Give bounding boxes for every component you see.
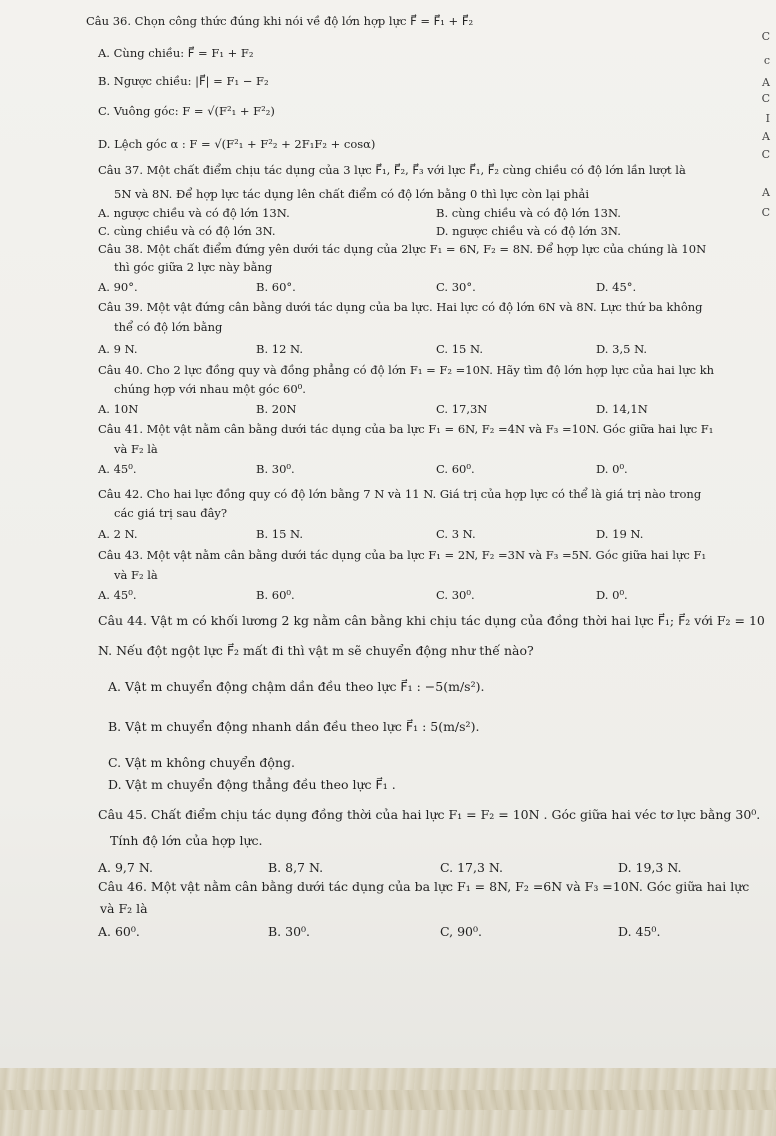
q46-option-c: C, 90⁰. — [440, 924, 482, 939]
edge-letter: A — [762, 76, 770, 89]
q38-option-b: B. 60°. — [256, 280, 296, 294]
q44-option-b: B. Vật m chuyển động nhanh dần đều theo lực F⃗₁ : 5(m/s²). — [108, 719, 480, 734]
q44-option-a: A. Vật m chuyển động chậm dần đều theo lực F⃗₁ : −5(m/s²). — [108, 679, 485, 694]
q41-stem-line1: Câu 41. Một vật nằm cân bằng dưới tác dụng của ba lực F₁ = 6N, F₂ =4N và F₃ =10N. Góc giữa hai lực F₁ — [98, 422, 714, 436]
q43-option-d: D. 0⁰. — [596, 588, 628, 602]
q40-stem-line2: chúng hợp với nhau một góc 60⁰. — [114, 382, 306, 396]
q43-option-c: C. 30⁰. — [436, 588, 475, 602]
q45-option-b: B. 8,7 N. — [268, 860, 324, 875]
q36-option-a: A. Cùng chiều: F⃗ = F₁ + F₂ — [98, 46, 254, 60]
q39-option-b: B. 12 N. — [256, 342, 304, 356]
q37-stem-line2: 5N và 8N. Để hợp lực tác dụng lên chất điểm có độ lớn bằng 0 thì lực còn lại phải — [114, 187, 590, 201]
edge-letter: I — [765, 112, 770, 125]
q38-option-c: C. 30°. — [436, 280, 476, 294]
q40-option-c: C. 17,3N — [436, 402, 488, 416]
q37-option-b: B. cùng chiều và có độ lớn 13N. — [436, 206, 621, 220]
q37-option-d: D. ngược chiều và có độ lớn 3N. — [436, 224, 621, 238]
q44-stem-line1: Câu 44. Vật m có khối lương 2 kg nằm cân bằng khi chịu tác dụng của đồng thời hai lực F⃗₁; F⃗₂ với F₂ = 10 — [98, 613, 765, 628]
q42-option-c: C. 3 N. — [436, 527, 476, 541]
q43-stem-line2: và F₂ là — [114, 568, 158, 582]
edge-letter: A — [762, 130, 770, 143]
q39-stem-line1: Câu 39. Một vật đứng cân bằng dưới tác dụng của ba lực. Hai lực có độ lớn 6N và 8N. Lực thứ ba không — [98, 300, 703, 314]
q44-option-d: D. Vật m chuyển động thẳng đều theo lực F⃗₁ . — [108, 777, 396, 792]
q45-option-a: A. 9,7 N. — [98, 860, 153, 875]
q40-stem-line1: Câu 40. Cho 2 lực đồng quy và đồng phẳng có độ lớn F₁ = F₂ =10N. Hãy tìm độ lớn hợp lực của hai lực kh — [98, 363, 715, 377]
q37-option-a: A. ngược chiều và có độ lớn 13N. — [98, 206, 290, 220]
q40-option-a: A. 10N — [98, 402, 139, 416]
q36-option-b: B. Ngược chiều: |F⃗| = F₁ − F₂ — [98, 74, 269, 88]
edge-letter: C — [761, 148, 770, 161]
q38-option-d: D. 45°. — [596, 280, 637, 294]
q39-option-c: C. 15 N. — [436, 342, 483, 356]
q42-stem-line1: Câu 42. Cho hai lực đồng quy có độ lớn bằng 7 N và 11 N. Giá trị của hợp lực có thể là giá trị nào trong — [98, 487, 702, 501]
q37-stem-line1: Câu 37. Một chất điểm chịu tác dụng của 3 lực F⃗₁, F⃗₂, F⃗₃ với lực F⃗₁, F⃗₂ cùng chiều có độ lớn lần lượt là — [98, 163, 686, 177]
q37-option-c: C. cùng chiều và có độ lớn 3N. — [98, 224, 276, 238]
q43-option-b: B. 60⁰. — [256, 588, 295, 602]
q45-option-c: C. 17,3 N. — [440, 860, 503, 875]
q42-option-d: D. 19 N. — [596, 527, 644, 541]
q41-option-a: A. 45⁰. — [98, 462, 137, 476]
q38-stem-line2: thì góc giữa 2 lực này bằng — [114, 260, 273, 274]
q43-option-a: A. 45⁰. — [98, 588, 137, 602]
q41-option-c: C. 60⁰. — [436, 462, 475, 476]
edge-letter: A — [762, 186, 770, 199]
q42-option-b: B. 15 N. — [256, 527, 304, 541]
q44-option-c: C. Vật m không chuyển động. — [108, 755, 295, 770]
q41-stem-line2: và F₂ là — [114, 442, 158, 456]
q39-stem-line2: thể có độ lớn bằng — [114, 320, 223, 334]
paper-fold-texture — [0, 1090, 776, 1110]
q44-stem-line2: N. Nếu đột ngột lực F⃗₂ mất đi thì vật m sẽ chuyển động như thế nào? — [98, 643, 534, 658]
q46-option-b: B. 30⁰. — [268, 924, 311, 939]
q40-option-d: D. 14,1N — [596, 402, 648, 416]
q45-stem-line2: Tính độ lớn của hợp lực. — [110, 833, 263, 848]
edge-letter: C — [761, 92, 770, 105]
edge-letter: c — [763, 54, 770, 67]
q36-stem: Câu 36. Chọn công thức đúng khi nói về độ lớn hợp lực F⃗ = F⃗₁ + F⃗₂ — [86, 14, 474, 28]
q45-stem-line1: Câu 45. Chất điểm chịu tác dụng đồng thời của hai lực F₁ = F₂ = 10N . Góc giữa hai véc tơ lực bằng 30⁰. — [98, 807, 761, 822]
q36-option-c: C. Vuông góc: F = √(F²₁ + F²₂) — [98, 104, 275, 118]
q41-option-b: B. 30⁰. — [256, 462, 295, 476]
q38-option-a: A. 90°. — [98, 280, 138, 294]
q41-option-d: D. 0⁰. — [596, 462, 628, 476]
q43-stem-line1: Câu 43. Một vật nằm cân bằng dưới tác dụng của ba lực F₁ = 2N, F₂ =3N và F₃ =5N. Góc giữa hai lực F₁ — [98, 548, 707, 562]
q46-stem-line1: Câu 46. Một vật nằm cân bằng dưới tác dụng của ba lực F₁ = 8N, F₂ =6N và F₃ =10N. Góc giữa hai lực — [98, 879, 750, 894]
edge-letter: C — [761, 30, 770, 43]
q46-option-d: D. 45⁰. — [618, 924, 661, 939]
q39-option-d: D. 3,5 N. — [596, 342, 648, 356]
q45-option-d: D. 19,3 N. — [618, 860, 682, 875]
q38-stem-line1: Câu 38. Một chất điểm đứng yên dưới tác dụng của 2lực F₁ = 6N, F₂ = 8N. Để hợp lực của chúng là 10N — [98, 242, 707, 256]
edge-letter: C — [761, 206, 770, 219]
q46-option-a: A. 60⁰. — [98, 924, 140, 939]
q42-stem-line2: các giá trị sau đây? — [114, 506, 228, 520]
q36-option-d: D. Lệch góc α : F = √(F²₁ + F²₂ + 2F₁F₂ + cosα) — [98, 137, 376, 151]
q46-stem-line2: và F₂ là — [100, 901, 148, 916]
q39-option-a: A. 9 N. — [98, 342, 138, 356]
q40-option-b: B. 20N — [256, 402, 297, 416]
q42-option-a: A. 2 N. — [98, 527, 138, 541]
